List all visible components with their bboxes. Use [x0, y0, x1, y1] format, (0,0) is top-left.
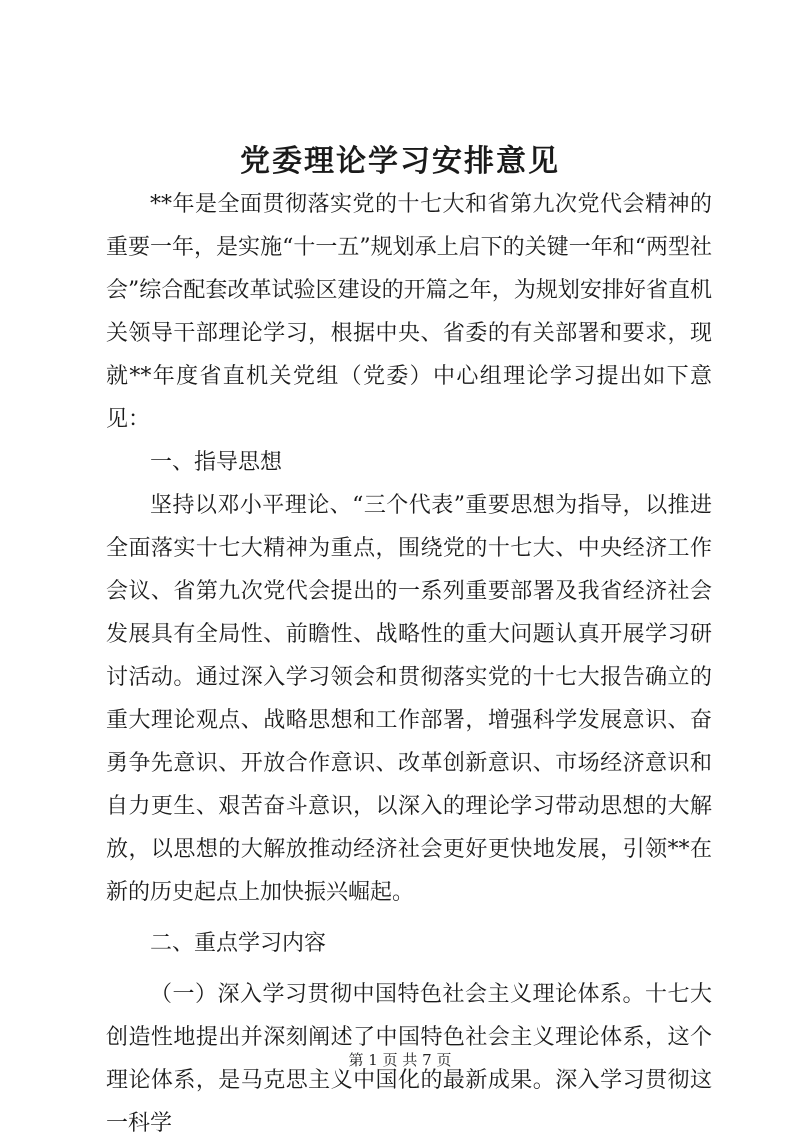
guiding-ideology-paragraph: 坚持以邓小平理论、“三个代表”重要思想为指导，以推进全面落实十七大精神为重点，围绕党的十七大、中央经济工作会议、省第九次党代会提出的一系列重要部署及我省经济社会发展具有全局性、前瞻性、战略性的重大问题认真开展学习研讨活动。通过深入学习领会和贯彻落实党的十七大报告确立的重大理论观点、战略思想和工作部署，增强科学发展意识、奋勇争先意识、开放合作意识、改革创新意识、市场经济意识和自力更生、艰苦奋斗意识，以深入的理论学习带动思想的大解放，以思想的大解放推动经济社会更好更快地发展，引领**在新的历史起点上加快振兴崛起。	[106, 493, 712, 905]
paragraph-gap	[106, 965, 712, 973]
document-body	[106, 183, 712, 1145]
paragraph-gap	[106, 914, 712, 922]
page-number-footer: 第 1 页 共 7 页	[348, 1051, 452, 1069]
section-heading-guiding-ideology: 一、指导思想	[150, 450, 283, 475]
section-heading-key-content: 二、重点学习内容	[150, 931, 327, 956]
key-content-paragraph-1: （一）深入学习贯彻中国特色社会主义理论体系。十七大创造性地提出并深刻阐述了中国特色社会主义理论体系，这个理论体系，是马克思主义中国化的最新成果。深入学习贯彻这一科学	[106, 982, 712, 1136]
intro-paragraph: **年是全面贯彻落实党的十七大和省第九次党代会精神的重要一年，是实施“十一五”规划承上启下的关键一年和“两型社会”综合配套改革试验区建设的开篇之年，为规划安排好省直机关领导干部理论学习，根据中央、省委的有关部署和要求，现就**年度省直机关党组（党委）中心组理论学习提出如下意见：	[106, 192, 712, 432]
document-title: 党委理论学习安排意见	[240, 144, 560, 179]
